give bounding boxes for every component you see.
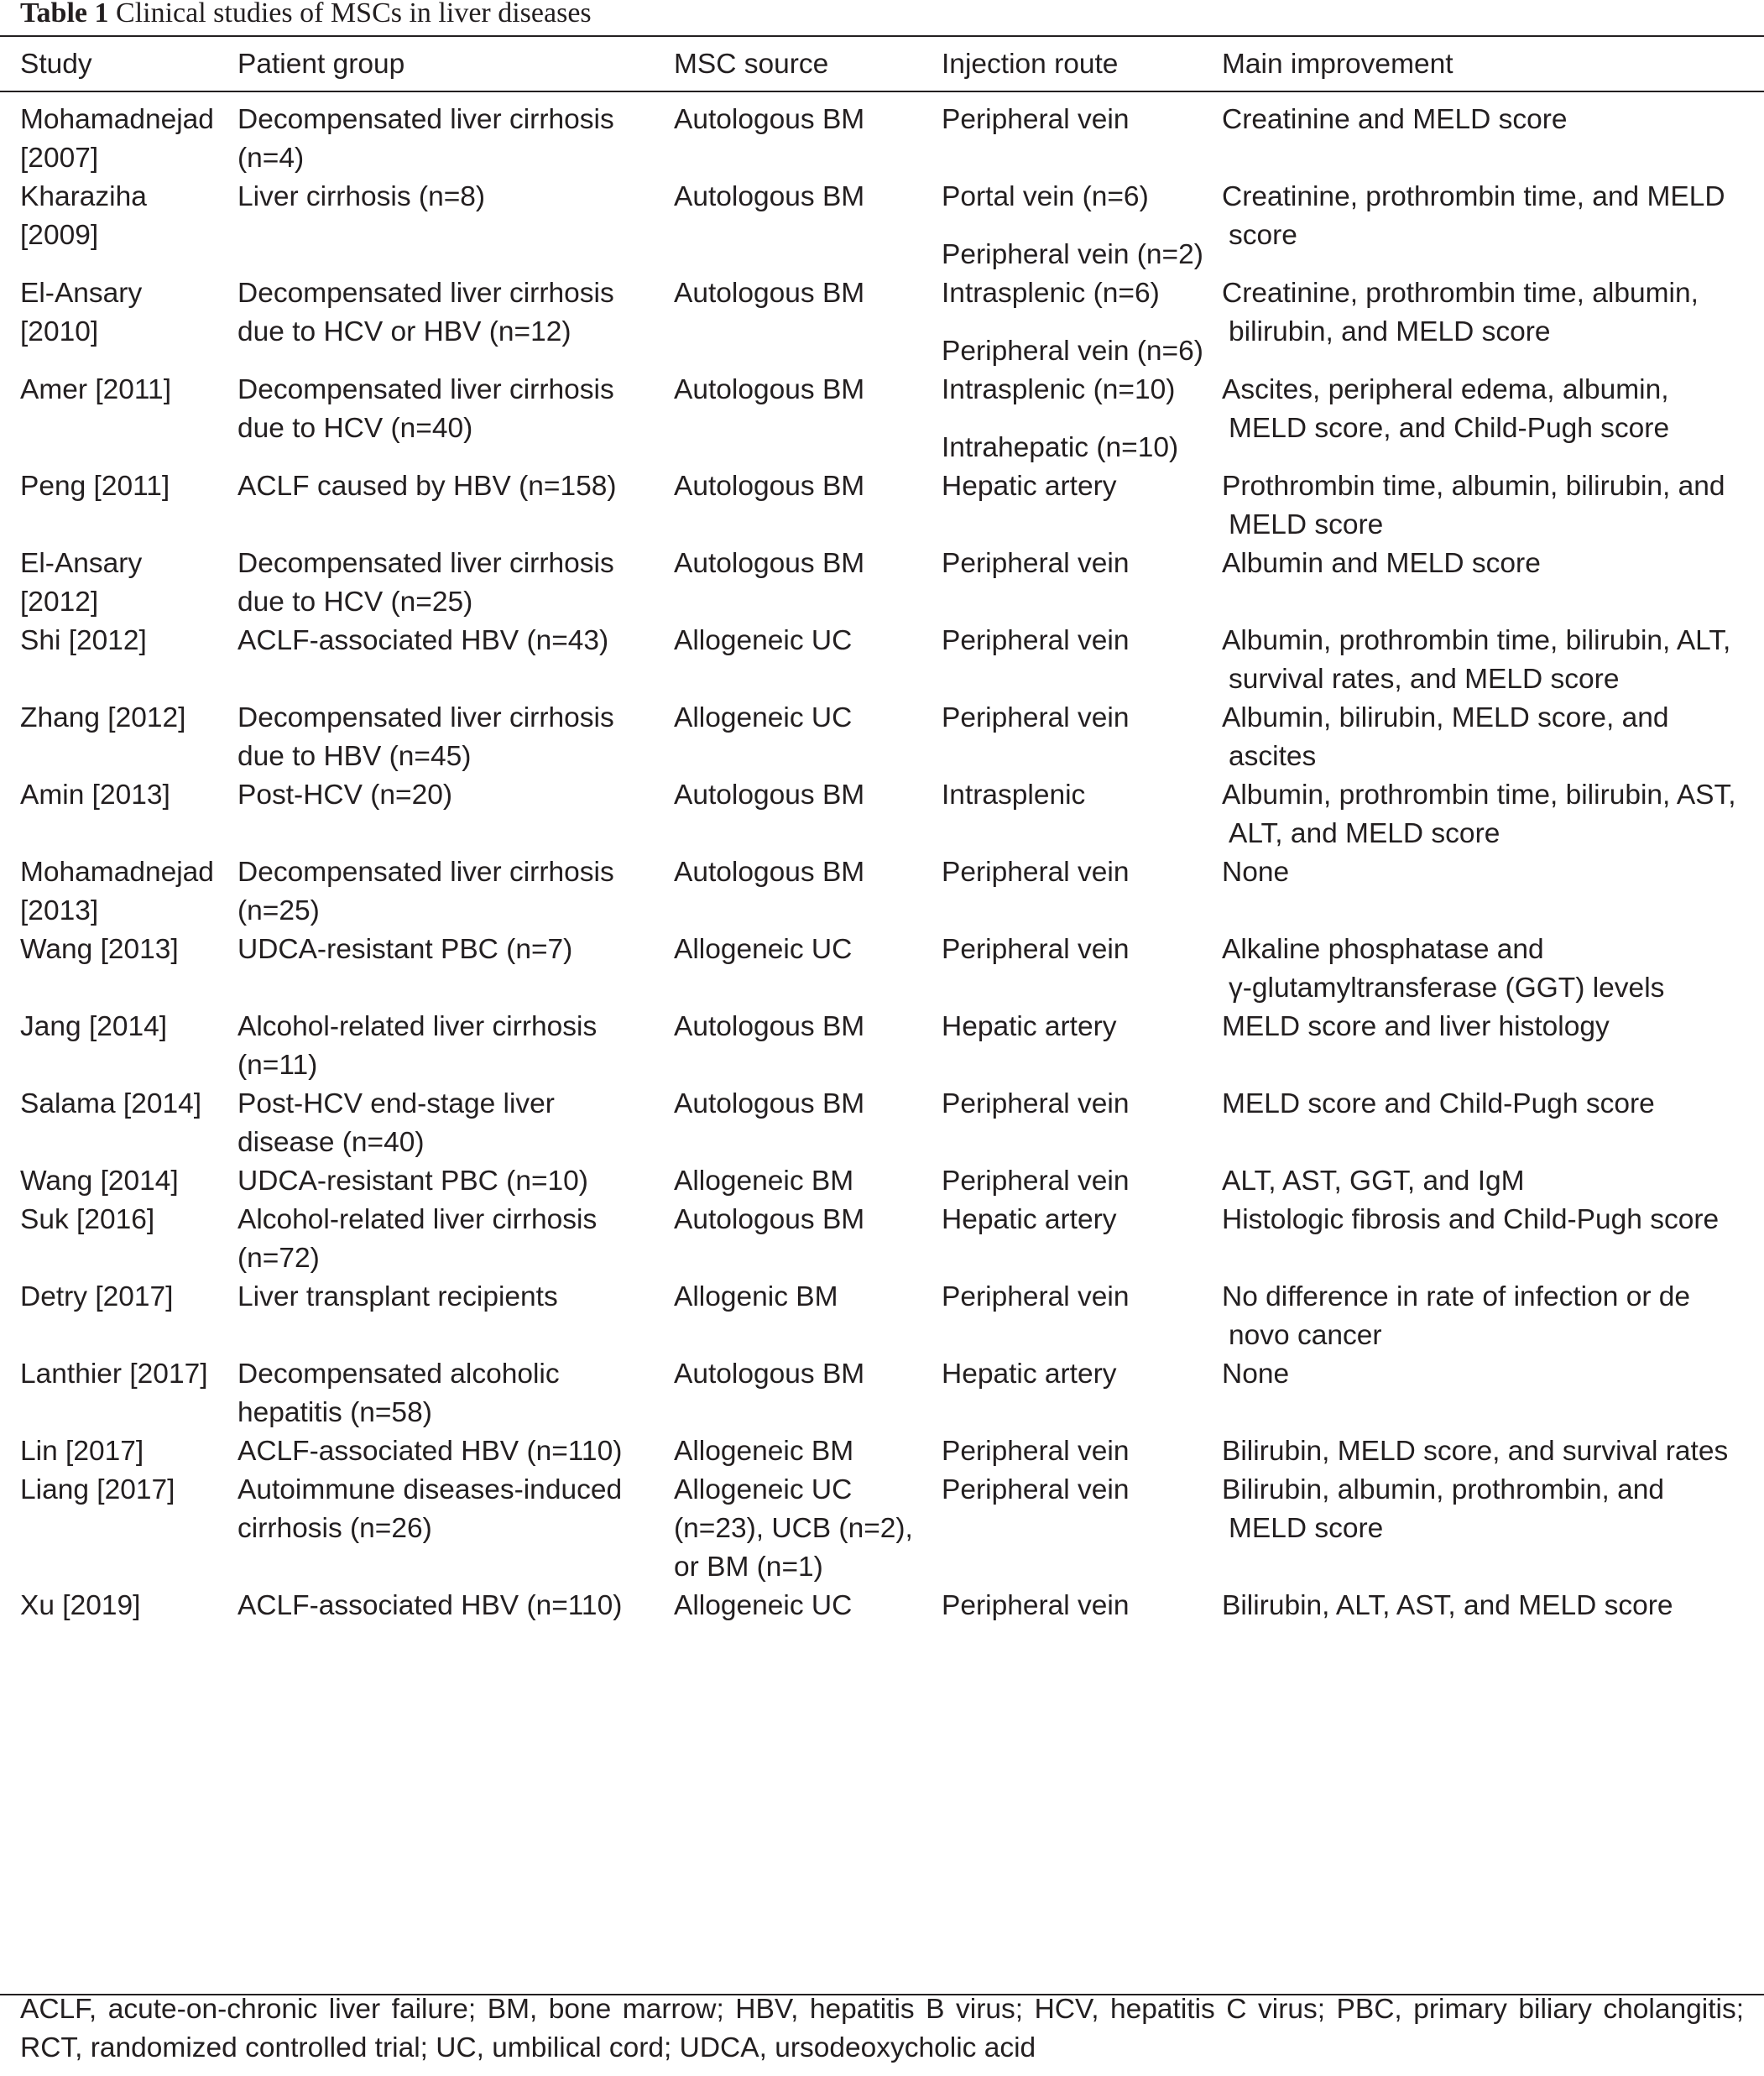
patient-group-cell: [237, 776, 674, 853]
cell-line: due to HCV (n=40): [237, 413, 473, 444]
cell-line: Decompensated liver cirrhosis: [237, 548, 614, 579]
msc-source-cell: [674, 101, 942, 178]
cell-line: ALT, AST, GGT, and IgM: [1222, 1166, 1525, 1197]
cell-line: Wang [2013]: [20, 934, 179, 965]
col-header-study: Study: [20, 49, 92, 80]
cell-line: (n=4): [237, 143, 305, 174]
table-row: [0, 1008, 1764, 1085]
cell-line: Peripheral vein: [942, 1436, 1130, 1467]
cell-line: due to HCV (n=25): [237, 587, 473, 618]
cell-line: Allogeneic BM: [674, 1436, 854, 1467]
table-row: [0, 1432, 1764, 1471]
col-header-msc-source: MSC source: [674, 49, 829, 80]
cell-line: Decompensated liver cirrhosis: [237, 702, 614, 733]
injection-route-cell: [942, 1085, 1222, 1162]
main-improvement-cell: [1222, 853, 1764, 931]
main-improvement-cell: [1222, 699, 1764, 776]
injection-route-cell: [942, 545, 1222, 622]
msc-source-cell: [674, 1471, 942, 1587]
study-cell: [0, 178, 237, 274]
main-improvement-cell: [1222, 1587, 1764, 1625]
col-header-injection-route: Injection route: [942, 49, 1119, 80]
injection-route-cell: [942, 274, 1222, 371]
msc-source-cell: [674, 1162, 942, 1201]
main-improvement-cell: [1222, 1355, 1764, 1432]
table-row: [0, 776, 1764, 853]
table-row: [0, 178, 1764, 274]
cell-line: survival rates, and MELD score: [1229, 664, 1620, 695]
patient-group-cell: [237, 699, 674, 776]
study-cell: [0, 1471, 237, 1587]
cell-line: Decompensated liver cirrhosis: [237, 278, 614, 309]
injection-route-cell: [942, 1008, 1222, 1085]
injection-route-cell: [942, 1201, 1222, 1278]
cell-line: ACLF-associated HBV (n=110): [237, 1436, 623, 1467]
cell-line: Decompensated liver cirrhosis: [237, 374, 614, 405]
cell-line: Hepatic artery: [942, 1359, 1117, 1390]
injection-route-cell: [942, 1471, 1222, 1587]
cell-line: Hepatic artery: [942, 1011, 1117, 1042]
cell-line: Autologous BM: [674, 374, 865, 405]
cell-line: Bilirubin, ALT, AST, and MELD score: [1222, 1590, 1673, 1621]
cell-line: Albumin, bilirubin, MELD score, and: [1222, 702, 1669, 733]
cell-line: Allogeneic UC: [674, 934, 853, 965]
study-cell: [0, 1201, 237, 1278]
cell-line: Autologous BM: [674, 181, 865, 212]
cell-line: Histologic fibrosis and Child-Pugh score: [1222, 1204, 1720, 1235]
cell-line: [2012]: [20, 587, 99, 618]
patient-group-cell: [237, 371, 674, 467]
main-improvement-cell: [1222, 1432, 1764, 1471]
main-improvement-cell: [1222, 545, 1764, 622]
cell-line: Mohamadnejad: [20, 104, 214, 135]
injection-route-cell: [942, 1432, 1222, 1471]
msc-source-cell: [674, 1008, 942, 1085]
cell-line: Peripheral vein: [942, 1474, 1130, 1505]
cell-line: score: [1229, 220, 1297, 251]
table-row: [0, 699, 1764, 776]
msc-source-cell: [674, 699, 942, 776]
patient-group-cell: [237, 1162, 674, 1201]
injection-route-cell: [942, 371, 1222, 467]
cell-line: Intrasplenic (n=6): [942, 278, 1160, 309]
study-cell: [0, 371, 237, 467]
msc-source-cell: [674, 371, 942, 467]
patient-group-cell: [237, 467, 674, 545]
cell-line: due to HBV (n=45): [237, 741, 472, 772]
cell-line: Peripheral vein (n=2): [942, 239, 1203, 270]
study-cell: [0, 776, 237, 853]
cell-line: [2013]: [20, 895, 99, 926]
cell-line: Kharaziha: [20, 181, 147, 212]
table-row: [0, 467, 1764, 545]
cell-line: Portal vein (n=6): [942, 181, 1149, 212]
cell-line: Peripheral vein: [942, 1088, 1130, 1119]
study-cell: [0, 1432, 237, 1471]
study-cell: [0, 931, 237, 1008]
cell-line: Autoimmune diseases-induced: [237, 1474, 623, 1505]
msc-source-cell: [674, 622, 942, 699]
injection-route-cell: [942, 467, 1222, 545]
msc-source-cell: [674, 776, 942, 853]
injection-route-cell: [942, 776, 1222, 853]
cell-line: γ-glutamyltransferase (GGT) levels: [1229, 973, 1665, 1004]
cell-line: Peripheral vein: [942, 1166, 1130, 1197]
injection-route-cell: [942, 178, 1222, 274]
footnote-line: RCT, randomized controlled trial; UC, umbilical cord; UDCA, ursodeoxycholic acid: [20, 2032, 1036, 2063]
main-improvement-cell: [1222, 371, 1764, 467]
study-cell: [0, 274, 237, 371]
table-row: [0, 545, 1764, 622]
cell-line: Alcohol-related liver cirrhosis: [237, 1204, 598, 1235]
cell-line: [2009]: [20, 220, 99, 251]
cell-line: Peripheral vein: [942, 1590, 1130, 1621]
study-cell: [0, 853, 237, 931]
patient-group-cell: [237, 1201, 674, 1278]
injection-route-cell: [942, 699, 1222, 776]
cell-line: Lanthier [2017]: [20, 1359, 208, 1390]
study-cell: [0, 1587, 237, 1625]
cell-line: due to HCV or HBV (n=12): [237, 316, 571, 347]
cell-line: Liang [2017]: [20, 1474, 175, 1505]
main-improvement-cell: [1222, 1278, 1764, 1355]
cell-line: Intrahepatic (n=10): [942, 432, 1179, 463]
cell-line: Decompensated liver cirrhosis: [237, 104, 614, 135]
main-improvement-cell: [1222, 1201, 1764, 1278]
cell-line: Peripheral vein: [942, 1281, 1130, 1312]
cell-line: Peng [2011]: [20, 471, 170, 502]
main-improvement-cell: [1222, 467, 1764, 545]
cell-line: ascites: [1229, 741, 1317, 772]
table-row: [0, 1278, 1764, 1355]
cell-line: (n=11): [237, 1050, 318, 1081]
cell-line: [2007]: [20, 143, 99, 174]
cell-line: Decompensated alcoholic: [237, 1359, 560, 1390]
cell-line: Peripheral vein: [942, 857, 1130, 888]
cell-line: Intrasplenic: [942, 780, 1086, 811]
cell-line: Jang [2014]: [20, 1011, 168, 1042]
cell-line: Post-HCV end-stage liver: [237, 1088, 555, 1119]
cell-line: Allogeneic UC: [674, 702, 853, 733]
study-cell: [0, 622, 237, 699]
cell-line: Peripheral vein: [942, 104, 1130, 135]
table-row: [0, 1355, 1764, 1432]
study-cell: [0, 467, 237, 545]
cell-line: Creatinine, prothrombin time, and MELD: [1222, 181, 1725, 212]
cell-line: No difference in rate of infection or de: [1222, 1281, 1691, 1312]
main-improvement-cell: [1222, 274, 1764, 371]
table-caption-text: Clinical studies of MSCs in liver diseases: [116, 0, 592, 29]
table-row: [0, 1162, 1764, 1201]
cell-line: ALT, and MELD score: [1229, 818, 1500, 849]
study-cell: [0, 1162, 237, 1201]
cell-line: Xu [2019]: [20, 1590, 141, 1621]
cell-line: Post-HCV (n=20): [237, 780, 452, 811]
patient-group-cell: [237, 178, 674, 274]
injection-route-cell: [942, 1587, 1222, 1625]
cell-line: Autologous BM: [674, 1011, 865, 1042]
main-improvement-cell: [1222, 1008, 1764, 1085]
patient-group-cell: [237, 1085, 674, 1162]
table-row: [0, 101, 1764, 178]
cell-line: MELD score: [1229, 509, 1384, 540]
cell-line: Allogenic BM: [674, 1281, 838, 1312]
main-improvement-cell: [1222, 1471, 1764, 1587]
table-caption-label: Table 1: [20, 0, 109, 29]
cell-line: Peripheral vein: [942, 625, 1130, 656]
table-row: [0, 371, 1764, 467]
table-header-row: [0, 37, 1764, 101]
cell-line: ACLF-associated HBV (n=110): [237, 1590, 623, 1621]
injection-route-cell: [942, 1355, 1222, 1432]
cell-line: Ascites, peripheral edema, albumin,: [1222, 374, 1669, 405]
cell-line: Intrasplenic (n=10): [942, 374, 1176, 405]
patient-group-cell: [237, 853, 674, 931]
msc-source-cell: [674, 853, 942, 931]
injection-route-cell: [942, 931, 1222, 1008]
table-row: [0, 1085, 1764, 1162]
cell-line: Lin [2017]: [20, 1436, 144, 1467]
cell-line: Peripheral vein (n=6): [942, 336, 1203, 367]
cell-line: bilirubin, and MELD score: [1229, 316, 1551, 347]
main-improvement-cell: [1222, 1162, 1764, 1201]
cell-line: None: [1222, 857, 1290, 888]
cell-line: Autologous BM: [674, 548, 865, 579]
cell-line: disease (n=40): [237, 1127, 425, 1158]
cell-line: (n=72): [237, 1243, 320, 1274]
cell-line: Autologous BM: [674, 780, 865, 811]
injection-route-cell: [942, 1278, 1222, 1355]
injection-route-cell: [942, 622, 1222, 699]
table-footnote: [20, 1990, 1744, 2068]
cell-line: MELD score and Child-Pugh score: [1222, 1088, 1655, 1119]
cell-line: Salama [2014]: [20, 1088, 202, 1119]
injection-route-cell: [942, 101, 1222, 178]
patient-group-cell: [237, 545, 674, 622]
cell-line: MELD score: [1229, 1513, 1384, 1544]
msc-source-cell: [674, 1355, 942, 1432]
cell-line: Albumin and MELD score: [1222, 548, 1541, 579]
cell-line: Decompensated liver cirrhosis: [237, 857, 614, 888]
cell-line: Bilirubin, MELD score, and survival rates: [1222, 1436, 1729, 1467]
table-row: [0, 853, 1764, 931]
cell-line: Suk [2016]: [20, 1204, 155, 1235]
cell-line: Autologous BM: [674, 1088, 865, 1119]
cell-line: Prothrombin time, albumin, bilirubin, and: [1222, 471, 1725, 502]
cell-line: Creatinine and MELD score: [1222, 104, 1568, 135]
cell-line: Autologous BM: [674, 104, 865, 135]
cell-line: Wang [2014]: [20, 1166, 179, 1197]
study-cell: [0, 101, 237, 178]
cell-line: UDCA-resistant PBC (n=10): [237, 1166, 588, 1197]
cell-line: Allogeneic UC: [674, 625, 853, 656]
cell-line: El-Ansary: [20, 548, 143, 579]
table-row: [0, 274, 1764, 371]
cell-line: Allogeneic BM: [674, 1166, 854, 1197]
col-header-patient-group: Patient group: [237, 49, 405, 80]
data-table: [0, 37, 1764, 1625]
injection-route-cell: [942, 853, 1222, 931]
cell-line: Amer [2011]: [20, 374, 171, 405]
msc-source-cell: [674, 1085, 942, 1162]
cell-line: MELD score and liver histology: [1222, 1011, 1610, 1042]
patient-group-cell: [237, 1355, 674, 1432]
cell-line: Autologous BM: [674, 278, 865, 309]
cell-line: Peripheral vein: [942, 548, 1130, 579]
cell-line: ACLF-associated HBV (n=43): [237, 625, 609, 656]
cell-line: (n=23), UCB (n=2),: [674, 1513, 913, 1544]
cell-line: cirrhosis (n=26): [237, 1513, 432, 1544]
main-improvement-cell: [1222, 101, 1764, 178]
cell-line: [2010]: [20, 316, 99, 347]
main-improvement-cell: [1222, 1085, 1764, 1162]
patient-group-cell: [237, 622, 674, 699]
cell-line: Shi [2012]: [20, 625, 147, 656]
patient-group-cell: [237, 274, 674, 371]
cell-line: El-Ansary: [20, 278, 143, 309]
patient-group-cell: [237, 1008, 674, 1085]
cell-line: Detry [2017]: [20, 1281, 174, 1312]
cell-line: Liver transplant recipients: [237, 1281, 558, 1312]
table-row: [0, 1201, 1764, 1278]
cell-line: None: [1222, 1359, 1290, 1390]
main-improvement-cell: [1222, 776, 1764, 853]
cell-line: Albumin, prothrombin time, bilirubin, AST,: [1222, 780, 1736, 811]
table-caption: [20, 0, 592, 32]
patient-group-cell: [237, 101, 674, 178]
patient-group-cell: [237, 931, 674, 1008]
cell-line: Hepatic artery: [942, 471, 1117, 502]
msc-source-cell: [674, 178, 942, 274]
patient-group-cell: [237, 1587, 674, 1625]
main-improvement-cell: [1222, 622, 1764, 699]
table-row: [0, 622, 1764, 699]
study-cell: [0, 1355, 237, 1432]
cell-line: Peripheral vein: [942, 702, 1130, 733]
main-improvement-cell: [1222, 931, 1764, 1008]
cell-line: hepatitis (n=58): [237, 1397, 432, 1428]
msc-source-cell: [674, 931, 942, 1008]
study-cell: [0, 699, 237, 776]
msc-source-cell: [674, 1201, 942, 1278]
msc-source-cell: [674, 274, 942, 371]
cell-line: Allogeneic UC: [674, 1474, 853, 1505]
cell-line: Autologous BM: [674, 857, 865, 888]
cell-line: Amin [2013]: [20, 780, 170, 811]
main-improvement-cell: [1222, 178, 1764, 274]
cell-line: Autologous BM: [674, 1359, 865, 1390]
patient-group-cell: [237, 1432, 674, 1471]
cell-line: Alkaline phosphatase and: [1222, 934, 1544, 965]
cell-line: Zhang [2012]: [20, 702, 186, 733]
msc-source-cell: [674, 1278, 942, 1355]
cell-line: or BM (n=1): [674, 1552, 823, 1583]
cell-line: novo cancer: [1229, 1320, 1382, 1351]
msc-source-cell: [674, 1432, 942, 1471]
study-cell: [0, 1278, 237, 1355]
patient-group-cell: [237, 1471, 674, 1587]
cell-line: Liver cirrhosis (n=8): [237, 181, 486, 212]
cell-line: Mohamadnejad: [20, 857, 214, 888]
msc-source-cell: [674, 1587, 942, 1625]
study-cell: [0, 1085, 237, 1162]
cell-line: ACLF caused by HBV (n=158): [237, 471, 617, 502]
cell-line: Creatinine, prothrombin time, albumin,: [1222, 278, 1699, 309]
footnote-line: ACLF, acute-on-chronic liver failure; BM, bone marrow; HBV, hepatitis B virus; HCV, hepatitis C virus; PBC, primary biliary cholangitis;: [20, 1994, 1744, 2025]
table-row: [0, 1471, 1764, 1587]
study-cell: [0, 545, 237, 622]
cell-line: Bilirubin, albumin, prothrombin, and: [1222, 1474, 1664, 1505]
study-cell: [0, 1008, 237, 1085]
cell-line: Albumin, prothrombin time, bilirubin, ALT,: [1222, 625, 1731, 656]
cell-line: MELD score, and Child-Pugh score: [1229, 413, 1670, 444]
cell-line: Hepatic artery: [942, 1204, 1117, 1235]
table-row: [0, 931, 1764, 1008]
cell-line: UDCA-resistant PBC (n=7): [237, 934, 573, 965]
cell-line: Peripheral vein: [942, 934, 1130, 965]
cell-line: Allogeneic UC: [674, 1590, 853, 1621]
msc-source-cell: [674, 545, 942, 622]
col-header-main-improvement: Main improvement: [1222, 49, 1453, 80]
msc-source-cell: [674, 467, 942, 545]
patient-group-cell: [237, 1278, 674, 1355]
injection-route-cell: [942, 1162, 1222, 1201]
cell-line: Autologous BM: [674, 471, 865, 502]
cell-line: Alcohol-related liver cirrhosis: [237, 1011, 598, 1042]
table-row: [0, 1587, 1764, 1625]
table-body: [0, 101, 1764, 1625]
cell-line: (n=25): [237, 895, 320, 926]
cell-line: Autologous BM: [674, 1204, 865, 1235]
